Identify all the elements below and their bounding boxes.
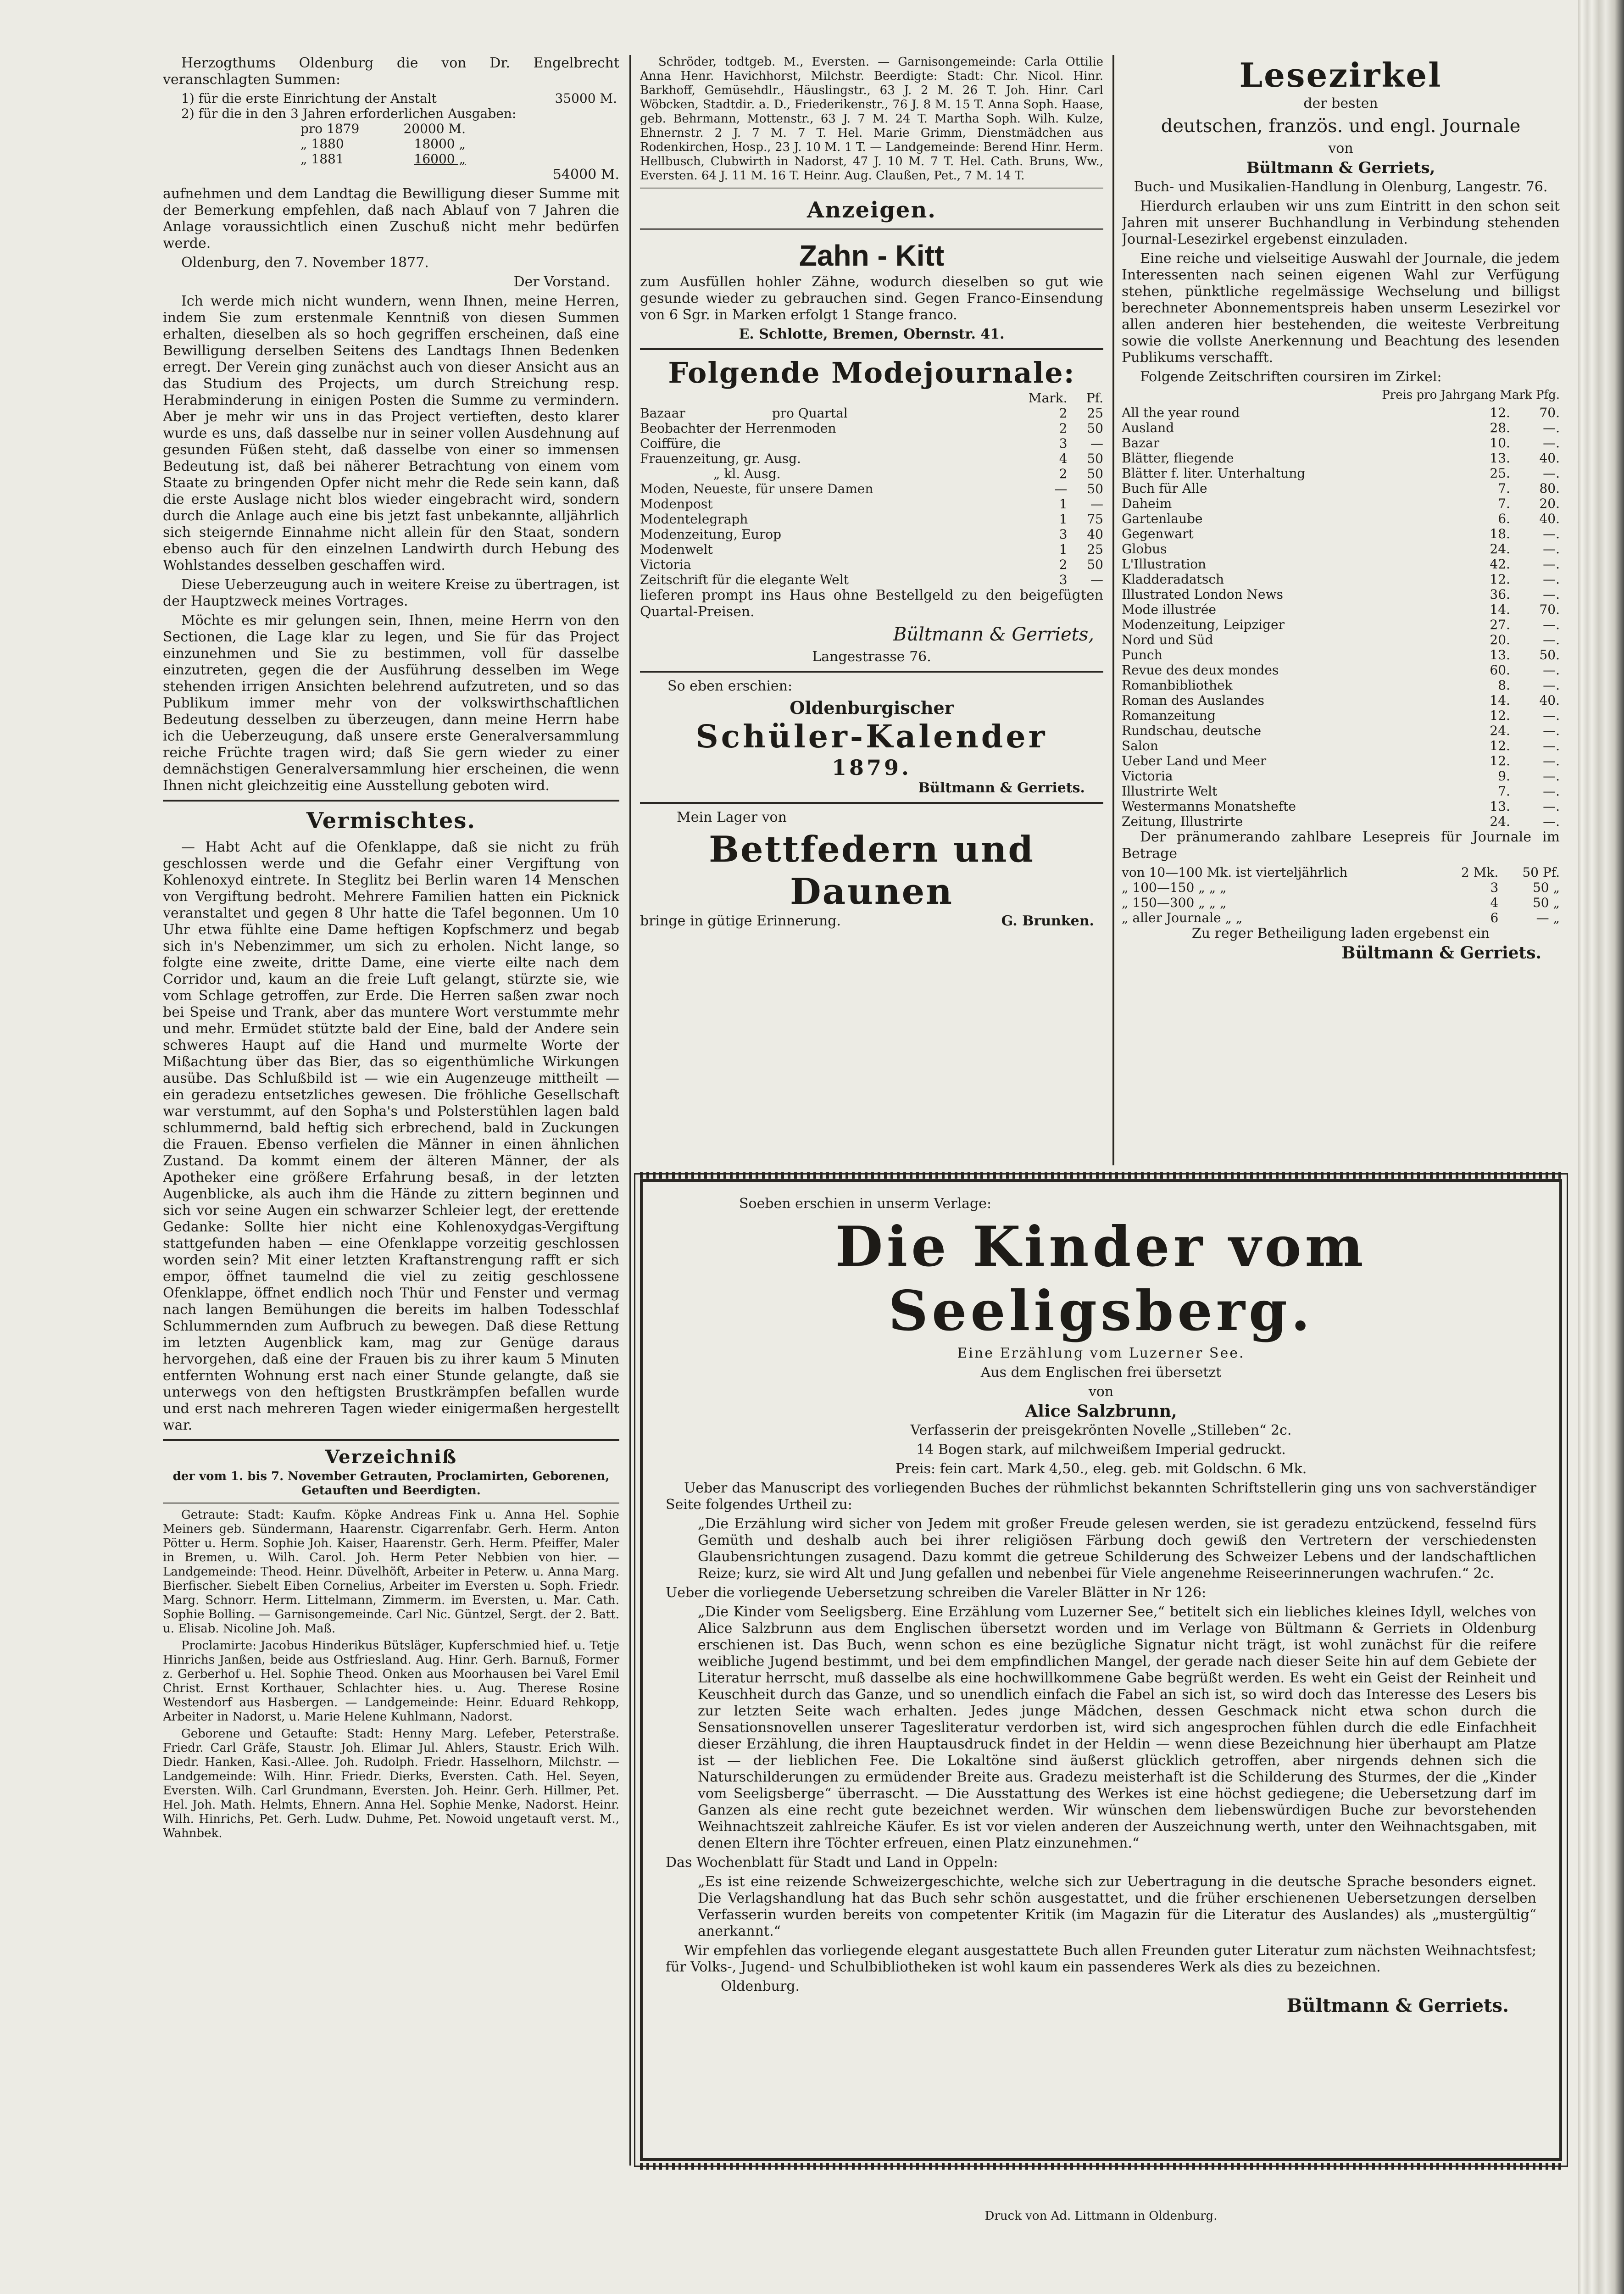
table-row: [1122, 663, 1560, 678]
price-mark: 4: [1059, 451, 1068, 466]
ad-signature: Bültmann & Gerriets,: [893, 624, 1094, 645]
price-pf: 80.: [1539, 481, 1560, 496]
journal-name: Bazar: [1122, 435, 1160, 451]
fee-pf: 50 Pf.: [1522, 865, 1560, 880]
paragraph: Möchte es mir gelungen sein, Ihnen, meine Herrn von den Sectionen, die Lage klar zu legen, und Sie für das Project einzunehmen und Sie zu bestimmen, voll für dasselbe einzutreten, gegen die der Ausführung desselben im Wege stehenden irrigen Ansichten belehrend aufzutreten, und so das Publikum immer mehr von der volkswirthschaftlichen Bedeutung desselben zu überzeugen, dann meine Herrn habe ich die Ueberzeugung, daß unsere erste Generalversammlung reiche Früchte tragen wird; daß Sie gern wieder zu einer demnächstigen Generalversammlung hier erscheinen, die wenn Ihnen nicht gleichzeitig eine Ausstellung geboten wird.: [163, 612, 619, 794]
lesezirkel-table: [1122, 405, 1560, 829]
book-von: von: [1088, 1384, 1114, 1400]
table-row: [640, 406, 1103, 421]
fee-mark: 6: [1490, 910, 1499, 925]
table-row: [640, 466, 1103, 481]
column-right: [1122, 55, 1560, 1170]
price-pf: —.: [1543, 799, 1560, 814]
ad-von: von: [1328, 140, 1353, 156]
ad-bettfedern: [640, 809, 1103, 930]
column-middle: [640, 55, 1103, 1170]
signature: Der Vorstand.: [513, 274, 610, 290]
budget-amount-1: 35000 M.: [555, 91, 617, 106]
price-pf: —.: [1543, 768, 1560, 784]
price-mark: 9.: [1498, 768, 1510, 784]
price-mark: 3: [1059, 527, 1068, 542]
ornamental-border-top: [640, 1172, 1562, 1179]
ad-schueler-kalender: [640, 678, 1103, 796]
price-pf: 50.: [1539, 647, 1560, 663]
divider: [163, 800, 619, 802]
book-subtitle: Aus dem Englischen frei übersetzt: [980, 1364, 1222, 1381]
price-pf: —.: [1543, 723, 1560, 738]
price-pf: —.: [1543, 708, 1560, 723]
ad-heading: Schüler-Kalender: [695, 718, 1048, 755]
budget-item-1: 1) für die erste Einrichtung der Anstalt: [181, 91, 437, 106]
table-row: [1122, 420, 1560, 435]
fee-pf: 50 „: [1532, 895, 1560, 910]
table-row: [1122, 632, 1560, 647]
price-pf: —.: [1543, 632, 1560, 647]
ad-pre: So eben erschien:: [667, 678, 793, 694]
price-pf: 50: [1087, 481, 1103, 496]
table-row: [1122, 799, 1560, 814]
column-rule: [629, 55, 631, 2166]
ad-signature: Bültmann & Gerriets.: [1341, 943, 1541, 963]
fee-label: „ 100—150 „ „ „: [1122, 880, 1227, 895]
price-pf: 75: [1087, 512, 1103, 527]
budget-amount-2: [543, 106, 617, 121]
price-mark: 27.: [1490, 617, 1510, 632]
price-mark: 10.: [1490, 435, 1510, 451]
journal-name: Illustrated London News: [1122, 587, 1283, 602]
budget-total: 54000 M.: [552, 167, 619, 183]
price-pf: —.: [1543, 541, 1560, 557]
price-pf: 50: [1087, 451, 1103, 466]
table-row: [1122, 693, 1560, 708]
intro-text: Herzogthums Oldenburg die von Dr. Engelbrecht veranschlagten Summen:: [163, 55, 619, 88]
price-mark: 12.: [1490, 405, 1510, 420]
price-pf: 50: [1087, 466, 1103, 481]
book-city: Oldenburg.: [721, 1978, 800, 1994]
paragraph: Eine reiche und vielseitige Auswahl der Journale, die jedem Interessenten nach seinen eigenen Wahl zur Verfügung stehen, pünktliche regelmässige Wechselung und billigst berechneter Abonnementspreis haben unserm Lesezirkel vor allen anderen hier bestehenden, die weiteste Verbreitung sowie die vollste Anerkennung und Beachtung des lesenden Publikums verschafft.: [1122, 251, 1560, 366]
fee-pf: — „: [1536, 910, 1560, 925]
fee-mark: 2 Mk.: [1461, 865, 1499, 880]
price-pf: —.: [1543, 738, 1560, 753]
price-pf: 25: [1087, 542, 1103, 557]
book-subtitle: Eine Erzählung vom Luzerner See.: [957, 1345, 1245, 1361]
journal-name: Kladderadatsch: [1122, 572, 1224, 587]
price-mark: 12.: [1490, 738, 1510, 753]
ad-heading: Folgende Modejournale:: [668, 356, 1075, 390]
journal-name: Mode illustrée: [1122, 602, 1216, 617]
fee-label: von 10—100 Mk. ist vierteljährlich: [1122, 865, 1348, 880]
journal-name: Frauenzeitung, gr. Ausg.: [640, 451, 801, 466]
price-mark: 42.: [1490, 557, 1510, 572]
ad-address: Langestrasse 76.: [812, 649, 931, 665]
ad-pre: Mein Lager von: [677, 809, 787, 825]
fee-label: „ 150—300 „ „ „: [1122, 895, 1227, 910]
paragraph: aufnehmen und dem Landtag die Bewilligung dieser Summe mit der Bemerkung empfehlen, daß nach Ablauf von 7 Jahren die Anlage voraussichtlich einen Zuschuß nicht mehr bedürfen werde.: [163, 186, 619, 251]
budget-item-2: 2) für die in den 3 Jahren erforderlichen Ausgaben:: [181, 106, 517, 121]
fees-table: [1122, 865, 1560, 925]
column-rule: [1112, 55, 1114, 1165]
price-mark: 7.: [1498, 496, 1510, 511]
review-quote: „Die Erzählung wird sicher von Jedem mit großer Freude gelesen werden, sie ist geradezu entzückend, fesselnd fürs Gemüth und deshalb auch bei ihrer religiösen Färbung doch gewiß den Vertretern der verschiedensten Glaubensrichtungen zusagend. Dazu kommt die getreue Schilderung des Schweizer Lebens und der landschaftlichen Reize; kurz, sie wird Alt und Jung gefallen und nebenbei für Viele angenehme Reiseerinnerungen wachrufen.“ 2c.: [698, 1516, 1536, 1581]
price-mark: 2: [1059, 406, 1068, 421]
table-row: [1122, 768, 1560, 784]
journal-name: Roman des Auslandes: [1122, 693, 1265, 708]
divider: [640, 671, 1103, 673]
ad-zahn-kitt: [640, 237, 1103, 343]
journal-name: Victoria: [640, 557, 691, 572]
price-mark: 25.: [1490, 466, 1510, 481]
price-mark: 14.: [1490, 602, 1510, 617]
paragraph: Ueber das Manuscript des vorliegenden Buches der rühmlichst bekannten Schriftstellerin ging uns von sachverständiger Seite folgendes Urtheil zu:: [666, 1480, 1536, 1513]
table-row: [1122, 451, 1560, 466]
journal-name: Modenzeitung, Leipziger: [1122, 617, 1285, 632]
journal-name: Punch: [1122, 647, 1162, 663]
journal-name: L'Illustration: [1122, 557, 1207, 572]
table-row: [1122, 496, 1560, 511]
year-amount: 20000 M.: [403, 121, 466, 136]
price-mark: 13.: [1490, 799, 1510, 814]
ad-heading: Zahn - Kitt: [799, 239, 945, 272]
price-pf: 25: [1087, 406, 1103, 421]
page-edge: [1578, 0, 1624, 2294]
price-mark: 36.: [1490, 587, 1510, 602]
ad-signature: Bültmann & Gerriets.: [1286, 1995, 1509, 2016]
ad-pre: Soeben erschien in unserm Verlage:: [739, 1196, 992, 1212]
price-pf: —.: [1543, 420, 1560, 435]
price-pf: —.: [1543, 572, 1560, 587]
fee-label: „ aller Journale „ „: [1122, 910, 1243, 925]
ornamental-border-bottom: [640, 2163, 1562, 2170]
table-row: [640, 421, 1103, 436]
fee-mark: 4: [1490, 895, 1499, 910]
ad-signature: E. Schlotte, Bremen, Obernstr. 41.: [739, 326, 1005, 342]
divider: [163, 1439, 619, 1441]
journal-name: Modenzeitung, Europ: [640, 527, 782, 542]
table-row: [1122, 738, 1560, 753]
paragraph: Hierdurch erlauben wir uns zum Eintritt in den schon seit Jahren mit unserer Buchhandlung in Verbindung stehenden Journal-Lesezirkel ergebenst einzuladen.: [1122, 198, 1560, 247]
table-row: [1122, 617, 1560, 632]
price-mark: 7.: [1498, 481, 1510, 496]
journal-name: Zeitung, Illustrirte: [1122, 814, 1243, 829]
table-row: [640, 436, 1103, 451]
year-label: pro 1879: [300, 121, 360, 136]
book-title: Die Kinder vom Seeligsberg.: [835, 1214, 1367, 1343]
price-pf: —.: [1543, 435, 1560, 451]
price-pf: 20.: [1539, 496, 1560, 511]
price-mark: 12.: [1490, 753, 1510, 768]
divider: [640, 188, 1103, 192]
price-pf: 40.: [1539, 693, 1560, 708]
table-row: [640, 481, 1103, 496]
ad-footer-line: [640, 913, 1103, 930]
table-row: [1122, 814, 1560, 829]
price-pf: 40: [1087, 527, 1103, 542]
price-mark: 1: [1059, 496, 1068, 512]
table-row: [640, 451, 1103, 466]
ad-subheading: Oldenburgischer: [790, 697, 954, 718]
budget-table: [181, 91, 617, 121]
mode-table: [640, 390, 1103, 587]
journal-name: „ kl. Ausg.: [713, 466, 781, 481]
price-mark: —: [1054, 481, 1068, 496]
price-mark: 7.: [1498, 784, 1510, 799]
price-mark: 13.: [1490, 647, 1510, 663]
price-pf: —.: [1543, 617, 1560, 632]
years-table: [300, 121, 466, 167]
journal-name: Salon: [1122, 738, 1158, 753]
price-pf: —.: [1543, 587, 1560, 602]
price-mark: 13.: [1490, 451, 1510, 466]
price-pf: —: [1090, 436, 1103, 451]
ad-year: 1879.: [831, 755, 912, 780]
book-price: Preis: fein cart. Mark 4,50., eleg. geb. mit Goldschn. 6 Mk.: [895, 1461, 1307, 1477]
ad-text: zum Ausfüllen hohler Zähne, wodurch dieselben so gut wie gesunde wieder zu gebrauchen sind. Gegen Franco-Einsendung von 6 Sgr. in Marken erfolgt 1 Stange franco.: [640, 274, 1103, 323]
table-row: [1122, 541, 1560, 557]
table-row: [1122, 587, 1560, 602]
journal-name: Revue des deux mondes: [1122, 663, 1279, 678]
price-mark: 14.: [1490, 693, 1510, 708]
price-pf: 40.: [1539, 451, 1560, 466]
paragraph: Diese Ueberzeugung auch in weitere Kreise zu übertragen, ist der Hauptzweck meines Vortrages.: [163, 577, 619, 609]
table-row: [1122, 753, 1560, 768]
ad-book-kinder-vom-seeligsberg: [640, 1179, 1562, 2161]
proclamirte-list: Proclamirte: Jacobus Hinderikus Bütsläger, Kupferschmied hief. u. Tetje Hinrichs Janßen, beide aus Ostfriesland. Aug. Hinr. Gerh. Barnuß, Former z. Gerberhof u. Hel. Sophie Theod. Onken aus Moorhausen bei Varel Emil Christ. Ernst Korthauer, Schlachter hies. u. Aug. Therese Rosine Westendorf aus Hasbergen. — Landgemeinde: Heinr. Eduard Rehkopp, Arbeiter in Nadorst, u. Marie Helene Kuhlmann, Nadorst.: [163, 1639, 619, 1724]
price-pf: —.: [1543, 784, 1560, 799]
table-row: [1122, 572, 1560, 587]
journal-name: Blätter f. liter. Unterhaltung: [1122, 466, 1306, 481]
date-line: Oldenburg, den 7. November 1877.: [181, 255, 429, 271]
paragraph: Wir empfehlen das vorliegende elegant ausgestattete Buch allen Freunden guter Literatur zum nächsten Weihnachtsfest; für Volks-, Jugend- und Schulbibliotheken ist wohl kaum ein passenderes Werk als dies zu bezeichnen.: [666, 1943, 1536, 1975]
table-row: [1122, 602, 1560, 617]
year-label: „ 1881: [300, 151, 344, 167]
table-row: [1122, 557, 1560, 572]
journal-name: Modenpost: [640, 496, 713, 512]
journal-name: Ueber Land und Meer: [1122, 753, 1267, 768]
table-row: [1122, 466, 1560, 481]
price-note: pro Quartal: [772, 406, 848, 421]
paragraph: Ueber die vorliegende Uebersetzung schreiben die Vareler Blätter in Nr 126:: [666, 1585, 1207, 1601]
journal-name: All the year round: [1122, 405, 1240, 420]
journal-name: Moden, Neueste, für unsere Damen: [640, 481, 873, 496]
price-pf: —.: [1543, 526, 1560, 541]
column-header: Pf.: [1086, 390, 1103, 406]
price-mark: 8.: [1498, 678, 1510, 693]
price-pf: 70.: [1539, 602, 1560, 617]
price-mark: 24.: [1490, 723, 1510, 738]
year-amount: 16000 „: [414, 151, 466, 167]
journal-name: Gartenlaube: [1122, 511, 1203, 526]
price-pf: —.: [1543, 466, 1560, 481]
price-mark: 60.: [1490, 663, 1510, 678]
table-row: [640, 512, 1103, 527]
table-row: [1122, 435, 1560, 451]
journal-name: Romanbibliothek: [1122, 678, 1233, 693]
price-mark: 1: [1059, 542, 1068, 557]
journal-name: Illustrirte Welt: [1122, 784, 1218, 799]
journal-name: Buch für Alle: [1122, 481, 1207, 496]
price-pf: 50: [1087, 557, 1103, 572]
price-pf: —.: [1543, 678, 1560, 693]
ad-subheading: der besten: [1303, 95, 1378, 111]
journal-name: Zeitschrift für die elegante Welt: [640, 572, 849, 587]
verzeichnis-subtitle: der vom 1. bis 7. November Getrauten, Proclamirten, Geborenen, Getauften und Beerdigten.: [172, 1470, 610, 1498]
table-row: [1122, 910, 1560, 925]
paragraph: Ich werde mich nicht wundern, wenn Ihnen, meine Herren, indem Sie zum erstenmale Kenntniß von diesen Summen erhalten, dieselben als so hoch gegriffen erscheinen, daß eine Bewilligung derselben Seitens des Landtags Ihnen Bedenken erregt. Der Verein ging zunächst auch von dieser Ansicht aus an das Studium des Projects, um durch Streichung resp. Herabminderung in einigen Posten die Summe zu vermindern. Aber je mehr wir uns in das Project vertieften, desto klarer wurde es uns, daß dasselbe nur in seiner vollen Ausdehnung auf gesunden Füßen steht, daß dasselbe von einer so immensen Bedeutung ist, daß bei näherer Betrachtung von einem vom Staate zu bringenden Opfer nicht mehr die Rede sein kann, daß die erste Auslage nicht blos wieder eingebracht wird, sondern durch die Anlage auch eine bis jetzt fast unbekannte, alljährlich sich steigernde Einnahme nicht allein für den Staat, sondern ebenso auch für den einzelnen Landwirth durch Hebung des Wohlstandes desselben geschaffen wird.: [163, 293, 619, 574]
column-left: [163, 55, 619, 2179]
journal-name: Blätter, fliegende: [1122, 451, 1234, 466]
journal-name: Bazaar: [640, 406, 685, 421]
price-pf: —.: [1543, 557, 1560, 572]
price-mark: 2: [1059, 421, 1068, 436]
table-row: [1122, 405, 1560, 420]
price-header: Preis pro Jahrgang Mark Pfg.: [1382, 388, 1560, 402]
price-mark: 3: [1059, 572, 1068, 587]
section-heading-vermischtes: Vermischtes.: [306, 808, 476, 834]
journal-name: Coiffüre, die: [640, 436, 721, 451]
journal-name: Nord und Süd: [1122, 632, 1213, 647]
journal-name: Westermanns Monatshefte: [1122, 799, 1296, 814]
journal-name: Modenwelt: [640, 542, 713, 557]
table-row: [640, 496, 1103, 512]
price-pf: —.: [1543, 663, 1560, 678]
section-heading-anzeigen: Anzeigen.: [807, 197, 936, 223]
table-row: [1122, 865, 1560, 880]
table-row: [1122, 784, 1560, 799]
price-mark: 20.: [1490, 632, 1510, 647]
table-row: [1122, 678, 1560, 693]
table-row: [640, 557, 1103, 572]
price-mark: 2: [1059, 557, 1068, 572]
price-mark: 3: [1059, 436, 1068, 451]
ad-signature: Bültmann & Gerriets.: [918, 780, 1085, 796]
price-mark: 1: [1059, 512, 1068, 527]
printer-imprint: Druck von Ad. Littmann in Oldenburg.: [984, 2209, 1218, 2223]
table-row: [1122, 708, 1560, 723]
divider: [640, 802, 1103, 804]
paragraph: Das Wochenblatt für Stadt und Land in Oppeln:: [666, 1854, 998, 1871]
year-amount: 18000 „: [414, 136, 466, 151]
book-author: Alice Salzbrunn,: [1025, 1402, 1177, 1421]
price-mark: 18.: [1490, 526, 1510, 541]
ad-text: lieferen prompt ins Haus ohne Bestellgeld zu den beigefügten Quartal-Preisen.: [640, 587, 1103, 620]
table-row: [1122, 723, 1560, 738]
divider: [640, 228, 1103, 233]
getraute-list: Getraute: Stadt: Kaufm. Köpke Andreas Fink u. Anna Hel. Sophie Meiners geb. Sündermann, Haarenstr. Cigarrenfabr. Gerh. Herm. Anton Pötter u. Herm. Sophie Joh. Kaiser, Haarenstr. Gerh. Herm. Pfeiffer, Maler in Bremen, u. Wilh. Carol. Joh. Herm Peter Nebbien von hier. — Landgemeinde: Theod. Heinr. Düvelhöft, Arbeiter in Peterw. u. Anna Marg. Bierfischer. Siebelt Eiben Cornelius, Arbeiter im Eversten u. Soph. Friedr. Marg. Schnorr. Herm. Littelmann, Zimmerm. im Eversten, u. Mar. Cath. Sophie Bolling. — Garnisongemeinde. Carl Nic. Güntzel, Sergt. der 2. Batt. u. Elisab. Nicoline Joh. Maß.: [163, 1508, 619, 1636]
table-row: [1122, 895, 1560, 910]
price-mark: 24.: [1490, 541, 1510, 557]
price-mark: 12.: [1490, 572, 1510, 587]
journal-name: Gegenwart: [1122, 526, 1194, 541]
ad-text: bringe in gütige Erinnerung.: [640, 913, 841, 929]
beerdigte-list: Schröder, todtgeb. M., Eversten. — Garnisongemeinde: Carla Ottilie Anna Henr. Havichhorst, Milchstr. Beerdigte: Stadt: Chr. Nicol. Hinr. Barkhoff, Gemüsehdlr., Häuslingstr., 63 J. 2 M. 26 T. Joh. Hinr. Carl Wöbcken, Stadtdir. a. D., Friederikenstr., 76 J. 8 M. 15 T. Anna Soph. Haase, geb. Behrmann, Mottenstr., 63 J. 7 M. 24 T. Martha Soph. Wilh. Kulze, Ehnernstr. 2 J. 7 M. 7 T. Hel. Marie Grimm, Dienstmädchen aus Rodenkirchen, Hosp., 23 J. 10 M. 1 T. — Landgemeinde: Berend Hinr. Herm. Hellbusch, Clubwirth in Nadorst, 47 J. 10 M. 7 T. Hel. Cath. Bruns, Ww., Eversten. 64 J. 11 M. 16 T. Heinr. Aug. Claußen, Pet., 7 M. 14 T.: [640, 55, 1103, 183]
price-mark: 28.: [1490, 420, 1510, 435]
price-pf: —.: [1543, 753, 1560, 768]
fee-pf: 50 „: [1532, 880, 1560, 895]
table-row: [1122, 647, 1560, 663]
article-ofenklappe: — Habt Acht auf die Ofenklappe, daß sie nicht zu früh geschlossen werde und die Gefahr einer Vergiftung von Kohlenoxyd eintrete. In Steglitz bei Berlin waren 14 Menschen von Vergiftung bedroht. Mehrere Familien hatten ein Picknick veranstaltet und gegen 8 Uhr hatte die Tafel begonnen. Um 10 Uhr etwa fühlte eine Dame heftigen Kopfschmerz und begab sich in's Nebenzimmer, um sich zu erholen. Nicht lange, so folgte eine zweite, dritte Dame, eine vierte eilte nach dem Corridor und, kaum an die freie Luft gelangt, stürzte sie, wie vom Schlage getroffen, zur Erde. Die Herren saßen zwar noch bei Speise und Trank, aber das muntere Wort verstummte mehr und mehr. Ermüdet stützte bald der Eine, bald der Andere sein schweres Haupt auf die Hand und murmelte Worte der Mißachtung über das Bier, das so eigenthümliche Wirkungen ausübe. Das Schlußbild ist — wie ein Augenzeuge mittheilt — ein geradezu entsetzliches gewesen. Die fröhliche Gesellschaft war verstummt, auf den Sopha's und Polsterstühlen lagen bald schlummernd, bald heftig sich erbrechend, bald in Zuckungen die Frauen. Ebenso verfielen die Männer in einen ähnlichen Zustand. Da kommt einem der älteren Männer, der als Apotheker eine größere Erfahrung besaß, in der letzten Augenblicke, als auch ihm die Hände zu zittern beginnen und sich vor seine Augen ein schwarzer Schleier legt, der erettende Gedanke: Sollte hier nicht eine Kohlenoxydgas-Vergiftung stattgefunden haben — eine Ofenklappe vorzeitig geschlossen worden sein? Mit einer letzten Kraftanstrengung rafft er sich empor, öffnet taumelnd die viel zu zeitig geschlossene Ofenklappe, öffnet endlich noch Thür und Fenster und vermag nach langen Bemühungen die bereits im halben Todesschlaf Schlummernden zum Aufbruch zu bewegen. Daß diese Rettung im letzten Augenblick kam, mag zur Genüge daraus hervorgehen, daß eine der Frauen bis zu ihrer kaum 5 Minuten entfernten Wohnung erst nach einer Stunde gelangte, daß sie unterwegs von den heftigsten Brustkrämpfen befallen wurde und erst nach mehreren Tagen wieder einigermaßen hergestellt war.: [163, 839, 619, 1433]
table-row: [1122, 880, 1560, 895]
table-row: [640, 542, 1103, 557]
price-pf: —: [1090, 496, 1103, 512]
section-heading-verzeichnis: Verzeichniß: [325, 1446, 457, 1468]
price-pf: —: [1090, 572, 1103, 587]
journal-name: Modentelegraph: [640, 512, 748, 527]
table-row: [640, 572, 1103, 587]
review-quote: „Die Kinder vom Seeligsberg. Eine Erzählung vom Luzerner See,“ betitelt sich ein liebliches kleines Idyll, welches von Alice Salzbrunn aus dem Englischen übersetzt worden und im Verlage von Bültmann & Gerriets in Oldenburg erschienen ist. Das Buch, wenn schon es eine bezügliche Signatur nicht trägt, ist wohl zunächst für die reifere weibliche Jugend bestimmt, und bei dem empfindlichen Mangel, der gerade nach dieser Seite hin auf dem Gebiete der Literatur herrscht, muß dasselbe als eine hochwillkommene Gabe begrüßt werden. Es weht ein Geist der Reinheit und Keuschheit durch das Ganze, und so unendlich einfach die Fabel an sich ist, so wird doch das Interesse des Lesers bis zur letzten Seite wach erhalten. Jedes junge Mädchen, dessen Geschmack nicht etwa schon durch die Sensationsnovellen unserer Tagesliteratur verdorben ist, wird sich angesprochen fühlen durch die edle Einfachheit dieser Erzählung, die ihren Hauptausdruck findet in der Heldin — wenn diese Bezeichnung hier überhaupt am Platze ist — der lieblichen Fee. Die Lokaltöne sind äußerst glücklich getroffen, aber nirgends dehnen sich die Naturschilderungen zu ermüdender Breite aus. Gradezu meisterhaft ist die Schilderung des Sturmes, der die „Kinder vom Seeligsberge“ überrascht. — Die Ausstattung des Werkes ist eine höchst gediegene; die Uebersetzung darf im Ganzen als eine recht gute bezeichnet werden. Wir wünschen dem liebenswürdigen Buche zur bevorstehenden Weihnachtszeit zahlreiche Käufer. Es ist vor vielen anderen der Auszeichnung werth, unter den Weihnachtsgaben, mit denen Eltern ihre Töchter erfreuen, einen Platz einzunehmen.“: [698, 1604, 1536, 1851]
price-pf: —.: [1543, 814, 1560, 829]
ad-modejournale: [640, 356, 1103, 665]
book-author-note: Verfasserin der preisgekrönten Novelle „Stilleben“ 2c.: [910, 1422, 1292, 1438]
journal-name: Daheim: [1122, 496, 1172, 511]
geborene-list: Geborene und Getaufte: Stadt: Henny Marg. Lefeber, Peterstraße. Friedr. Carl Gräfe, Staustr. Joh. Elimar Jul. Ahlers, Staustr. Erich Wilh. Diedr. Hanken, Kasi.-Allee. Joh. Rudolph. Friedr. Hasselhorn, Milchstr. — Landgemeinde: Wilh. Hinr. Friedr. Dierks, Eversten. Cath. Hel. Seyen, Eversten. Wilh. Carl Grundmann, Eversten. Joh. Heinr. Gerh. Hillmer, Pet. Hel. Joh. Math. Helmts, Ehnern. Anna Hel. Sophie Menke, Nadorst. Heinr. Wilh. Hinrichs, Pet. Gerh. Ludw. Duhme, Pet. Nowoid ungetauft verst. M., Wahnbek.: [163, 1727, 619, 1840]
price-pf: 50: [1087, 421, 1103, 436]
price-pf: 40.: [1539, 511, 1560, 526]
table-row: [1122, 511, 1560, 526]
price-mark: 2: [1059, 466, 1068, 481]
price-mark: 24.: [1490, 814, 1510, 829]
journal-name: Victoria: [1122, 768, 1173, 784]
ad-firm-address: Buch- und Musikalien-Handlung in Olenburg, Langestr. 76.: [1134, 179, 1548, 195]
year-label: „ 1880: [300, 136, 344, 151]
table-row: [1122, 526, 1560, 541]
price-mark: 12.: [1490, 708, 1510, 723]
paragraph: Zu reger Betheiligung laden ergebenst ein: [1191, 925, 1490, 941]
ad-firm: Bültmann & Gerriets,: [1246, 159, 1435, 177]
paragraph: Der pränumerando zahlbare Lesepreis für Journale im Betrage: [1122, 829, 1560, 862]
paragraph: Folgende Zeitschriften coursiren im Zirkel:: [1140, 369, 1442, 385]
column-header: Mark.: [1028, 390, 1068, 406]
journal-name: Globus: [1122, 541, 1167, 557]
journal-name: Ausland: [1122, 420, 1174, 435]
book-format: 14 Bogen stark, auf milchweißem Imperial gedruckt.: [916, 1442, 1286, 1458]
journal-name: Rundschau, deutsche: [1122, 723, 1262, 738]
journal-name: Beobachter der Herrenmoden: [640, 421, 836, 436]
price-mark: 6.: [1498, 511, 1510, 526]
fee-mark: 3: [1490, 880, 1499, 895]
review-quote: „Es ist eine reizende Schweizergeschichte, welche sich zur Uebertragung in die deutsche Sprache besonders eignet. Die Verlagshandlung hat das Buch sehr schön ausgestattet, und die früher erschienenen Uebersetzungen derselben Verfasserin wurden bereits von competenter Kritik (im Magazin für die Literatur des Auslandes) als „mustergültig“ anerkannt.“: [698, 1874, 1536, 1939]
price-pf: 70.: [1539, 405, 1560, 420]
ad-heading-lesezirkel: Lesezirkel: [1239, 56, 1442, 95]
table-row: [640, 527, 1103, 542]
ad-subheading: deutschen, französ. und engl. Journale: [1161, 116, 1521, 137]
divider: [640, 348, 1103, 350]
table-row: [1122, 481, 1560, 496]
ad-heading: Bettfedern und Daunen: [709, 829, 1034, 913]
ad-signature: G. Brunken.: [1001, 913, 1094, 929]
journal-name: Romanzeitung: [1122, 708, 1216, 723]
